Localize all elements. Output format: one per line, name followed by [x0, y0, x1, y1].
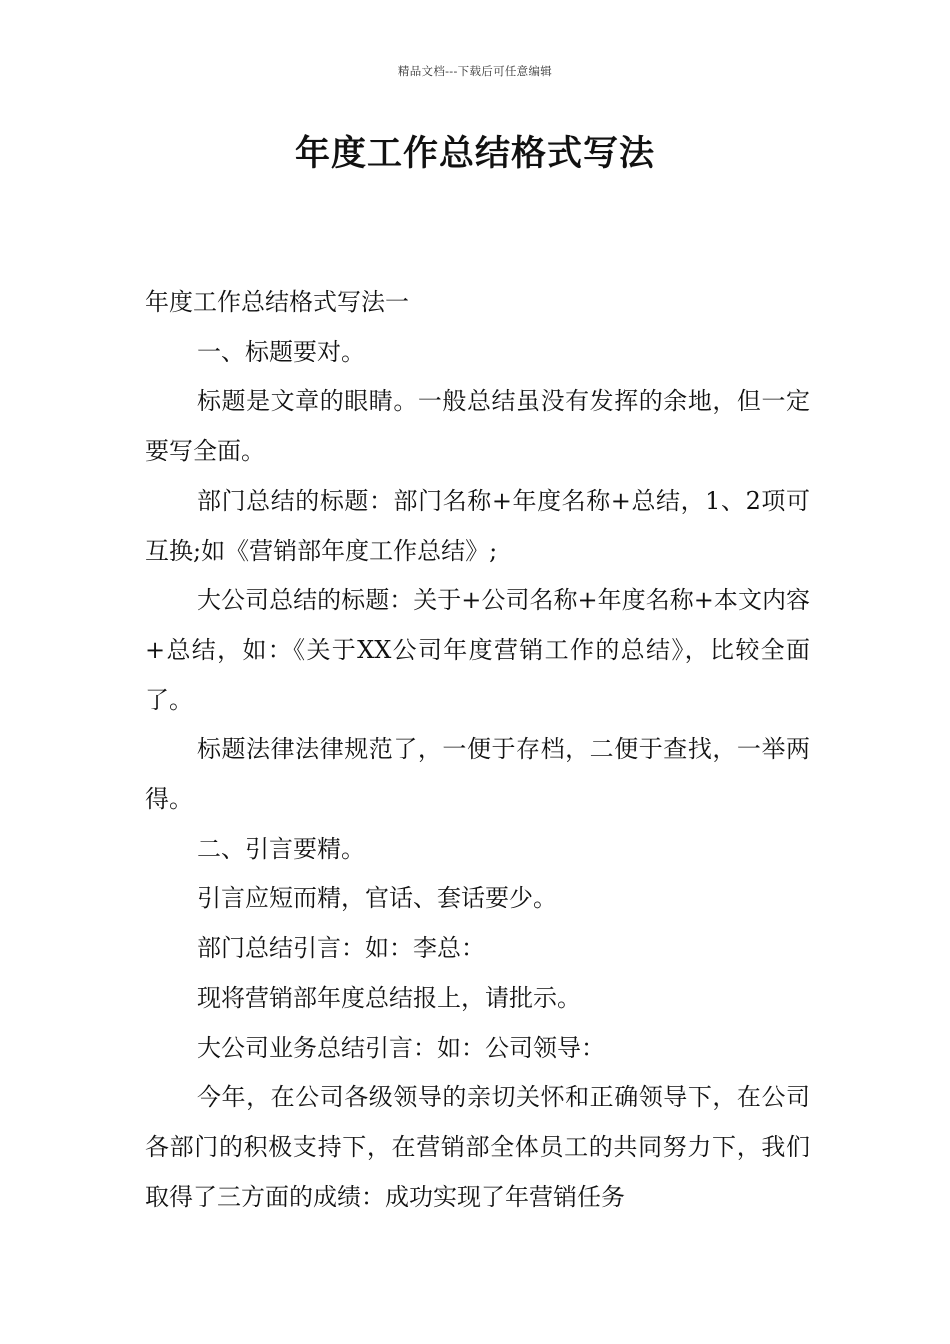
header-note: 精品文档---下载后可任意编辑	[397, 64, 553, 78]
paragraph: 年度工作总结格式写法一	[145, 288, 409, 316]
paragraph: 现将营销部年度总结报上，请批示。	[197, 983, 581, 1012]
paragraph: 部门总结的标题：部门名称+年度名称+总结，1、2项可互换;如《营销部年度工作总结》;	[145, 486, 810, 565]
paragraph: 标题是文章的眼睛。一般总结虽没有发挥的余地，但一定要写全面。	[145, 387, 810, 466]
paragraph: 标题法律法律规范了，一便于存档，二便于查找，一举两得。	[145, 735, 810, 814]
document-title: 年度工作总结格式写法	[294, 134, 655, 174]
document-body	[145, 278, 810, 1222]
paragraph: 引言应短而精，官话、套话要少。	[197, 884, 557, 913]
paragraph: 大公司业务总结引言：如：公司领导：	[197, 1033, 605, 1062]
paragraph: 今年，在公司各级领导的亲切关怀和正确领导下，在公司各部门的积极支持下，在营销部全体员工的共同努力下，我们取得了三方面的成绩：成功实现了年营销任务	[145, 1083, 810, 1211]
paragraph: 二、引言要精。	[197, 834, 365, 863]
paragraph: 一、标题要对。	[197, 337, 365, 366]
paragraph: 大公司总结的标题：关于+公司名称+年度名称+本文内容+总结，如：《关于XX公司年度营销工作的总结》，比较全面了。	[145, 586, 810, 714]
paragraph: 部门总结引言：如：李总：	[197, 934, 485, 963]
